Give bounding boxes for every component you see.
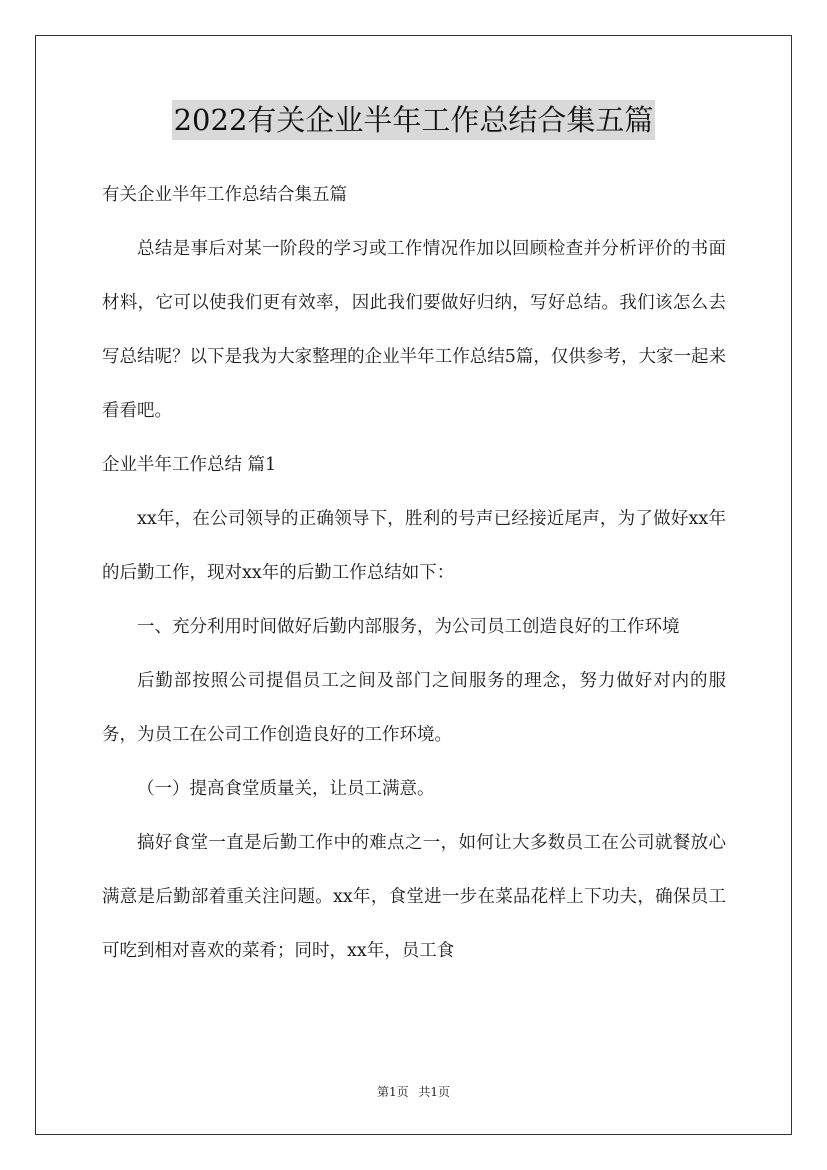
body-paragraph: 后勤部按照公司提倡员工之间及部门之间服务的理念，努力做好对内的服务，为员工在公司工作创造良好的工作环境。 [102, 671, 726, 745]
body-paragraph: （一）提高食堂质量关，让员工满意。 [137, 779, 435, 799]
body-paragraph: 一、充分利用时间做好后勤内部服务，为公司员工创造良好的工作环境 [137, 617, 680, 637]
page-footer [0, 1083, 827, 1101]
document-body [102, 168, 726, 978]
title-container [0, 100, 827, 140]
body-paragraph: xx年，在公司领导的正确领导下，胜利的号声已经接近尾声，为了做好xx年的后勤工作，现对xx年的后勤工作总结如下： [102, 509, 726, 583]
intro-paragraph: 总结是事后对某一阶段的学习或工作情况作加以回顾检查并分析评价的书面材料，它可以使我们更有效率，因此我们要做好归纳，写好总结。我们该怎么去写总结呢？以下是我为大家整理的企业半年工作总结5篇，仅供参考，大家一起来看看吧。 [102, 239, 726, 421]
page-total: 共1页 [418, 1085, 451, 1099]
subtitle-paragraph: 有关企业半年工作总结合集五篇 [102, 185, 347, 205]
section-heading: 企业半年工作总结 篇1 [102, 455, 277, 475]
body-paragraph: 搞好食堂一直是后勤工作中的难点之一，如何让大多数员工在公司就餐放心满意是后勤部着重关注问题。xx年，食堂进一步在菜品花样上下功夫，确保员工可吃到相对喜欢的菜肴；同时，xx年，员工食 [102, 833, 726, 961]
document-title: 2022有关企业半年工作总结合集五篇 [172, 100, 656, 140]
page-number: 第1页 [376, 1085, 409, 1099]
